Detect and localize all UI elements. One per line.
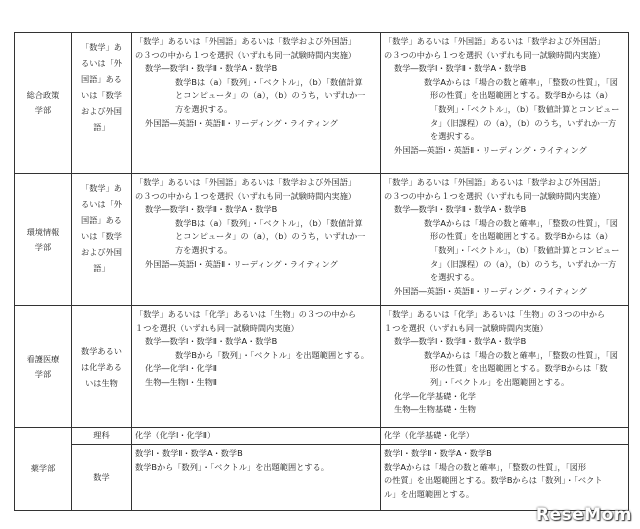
cell-line: 化学（化学基礎・化学） (384, 430, 475, 440)
cell-line: 方を選択する。 (175, 103, 233, 114)
cell-line: 数学Aからは「場合の数と確率」，「整数の性質」，「図形 (384, 461, 587, 472)
resemom-logo: ReseMom (535, 505, 632, 525)
cell-line: 「数学」あるいは「化学」あるいは「生物」の３つの中から (384, 309, 606, 319)
faculty-name: 薬学部 (30, 463, 56, 474)
cell-line: 外国語―英語Ⅰ・英語Ⅱ・リーディング・ライティング (145, 258, 338, 269)
cell-line: １つを選択（いずれも同一試験時間内実施） (135, 322, 299, 333)
cell-line: 外国語―英語Ⅰ・英語Ⅱ・リーディング・ライティング (394, 144, 587, 155)
cell-line: 外国語―英語Ⅰ・英語Ⅱ・リーディング・ライティング (145, 117, 338, 128)
cell-line: 「数学」あるいは「化学」あるいは「生物」の３つの中から (135, 309, 357, 319)
cell-line: を選択する。 (430, 272, 480, 283)
table-row (15, 428, 629, 445)
faculty-cell (15, 306, 72, 428)
subject-cell (72, 428, 132, 445)
cell-line: 数学―数学Ⅰ・数学Ⅱ・数学A・数学B (145, 63, 278, 74)
cell-line: 数学―数学Ⅰ・数学Ⅱ・数学A・数学B (394, 63, 527, 74)
old-curriculum-cell (132, 428, 381, 445)
cell-line: 数学Aからは「場合の数と確率」，「整数の性質」，「図 (424, 349, 618, 360)
cell-line: 方を選択する。 (175, 244, 233, 255)
subject-cell (72, 174, 132, 306)
cell-line: 形の性質」を出題範囲とする。数学Bからは「数 (430, 363, 608, 374)
cell-line: とコンピュータ」の（a），（b）のうち，いずれか一 (175, 231, 366, 242)
cell-line: 数学―数学Ⅰ・数学Ⅱ・数学A・数学B (145, 336, 278, 347)
cell-line: ル」を出題範囲とする。 (384, 488, 475, 499)
cell-line: 「数列」・「ベクトル」，（b）「数値計算とコンピュー (430, 244, 620, 255)
cell-line: 「数学」あるいは「外国語」あるいは「数学および外国語」 (135, 36, 357, 46)
faculty-cell (15, 428, 72, 511)
cell-line: 「数学」あるいは「外国語」あるいは「数学および外国語」 (135, 177, 357, 187)
subject-text: 「数学」あるいは「外国語」あるいは「数学および外国語」 (81, 183, 122, 273)
table-row (15, 445, 629, 511)
cell-line: 数学Bは（a）「数列」・「ベクトル」，（b）「数値計算 (175, 217, 363, 228)
new-curriculum-cell (381, 445, 629, 511)
cell-line: 数学Bから「数列」・「ベクトル」を出題範囲とする。 (175, 349, 369, 360)
cell-line: を選択する。 (430, 131, 480, 142)
faculty-cell (15, 174, 72, 306)
cell-line: 数学Ⅰ・数学Ⅱ・数学A・数学B (384, 448, 492, 458)
cell-line: 数学Bは（a）「数列」・「ベクトル」，（b）「数値計算 (175, 76, 363, 87)
cell-line: の３つの中から１つを選択（いずれも同一試験時間内実施） (384, 49, 606, 60)
cell-line: 化学―化学Ⅰ・化学Ⅱ (145, 363, 217, 374)
subject-text: 「数学」あるいは「外国語」あるいは「数学および外国語」 (81, 42, 122, 132)
subject-cell (72, 33, 132, 174)
cell-line: 「数学」あるいは「外国語」あるいは「数学および外国語」 (384, 177, 606, 187)
faculty-cell (15, 33, 72, 174)
cell-line: 数学―数学Ⅰ・数学Ⅱ・数学A・数学B (394, 336, 527, 347)
cell-line: １つを選択（いずれも同一試験時間内実施） (384, 322, 548, 333)
cell-line: タ」（旧課程）の（a），（b）のうち，いずれか一方 (430, 258, 617, 269)
cell-line: の性質」を出題範囲とする。数学Bからは「数列」・「ベクト (384, 475, 603, 486)
faculty-name: 看護医療学部 (26, 353, 60, 379)
old-curriculum-cell (132, 445, 381, 511)
faculty-name: 総合政策学部 (26, 90, 60, 115)
cell-line: 形の性質」を出題範囲とする。数学Bからは（a） (430, 90, 613, 101)
cell-line: 化学―化学基礎・化学 (394, 390, 476, 401)
cell-line: 「数学」あるいは「外国語」あるいは「数学および外国語」 (384, 36, 606, 46)
subject-text: 理科 (93, 430, 110, 441)
subject-text: 数学あるいは化学あるいは生物 (81, 345, 122, 388)
exam-subjects-table (14, 32, 629, 511)
cell-line: 数学Aからは「場合の数と確率」，「整数の性質」，「図 (424, 217, 618, 228)
old-curriculum-cell (132, 33, 381, 174)
new-curriculum-cell (381, 33, 629, 174)
cell-line: 数学Bから「数列」・「ベクトル」を出題範囲とする。 (135, 461, 329, 472)
faculty-name: 環境情報学部 (26, 226, 60, 252)
table-row (15, 306, 629, 428)
cell-line: の３つの中から１つを選択（いずれも同一試験時間内実施） (135, 49, 357, 60)
cell-line: 数学―数学Ⅰ・数学Ⅱ・数学A・数学B (145, 204, 278, 215)
cell-line: 外国語―英語Ⅰ・英語Ⅱ・リーディング・ライティング (394, 285, 587, 296)
cell-line: 生物―生物基礎・生物 (394, 404, 476, 415)
old-curriculum-cell (132, 306, 381, 428)
cell-line: 「数列」・「ベクトル」，（b）「数値計算とコンピュー (430, 103, 620, 114)
new-curriculum-cell (381, 174, 629, 306)
cell-line: 列」・「ベクトル」を出題範囲とする。 (430, 376, 570, 387)
subject-cell (72, 306, 132, 428)
old-curriculum-cell (132, 174, 381, 306)
new-curriculum-cell (381, 428, 629, 445)
cell-line: 数学Ⅰ・数学Ⅱ・数学A・数学B (135, 448, 243, 458)
cell-line: 生物―生物Ⅰ・生物Ⅱ (145, 376, 217, 387)
cell-line: タ」（旧課程）の（a），（b）のうち，いずれか一方 (430, 117, 617, 128)
table-row (15, 33, 629, 174)
cell-line: 化学（化学Ⅰ・化学Ⅱ） (135, 430, 216, 440)
cell-line: 数学―数学Ⅰ・数学Ⅱ・数学A・数学B (394, 204, 527, 215)
cell-line: の３つの中から１つを選択（いずれも同一試験時間内実施） (135, 190, 357, 201)
cell-line: 数学Aからは「場合の数と確率」，「整数の性質」，「図 (424, 76, 618, 87)
new-curriculum-cell (381, 306, 629, 428)
cell-line: とコンピュータ」の（a），（b）のうち，いずれか一 (175, 90, 366, 101)
cell-line: の３つの中から１つを選択（いずれも同一試験時間内実施） (384, 190, 606, 201)
cell-line: 形の性質」を出題範囲とする。数学Bからは（a） (430, 231, 613, 242)
subject-cell (72, 445, 132, 511)
table-row (15, 174, 629, 306)
subject-text: 数学 (93, 471, 110, 482)
